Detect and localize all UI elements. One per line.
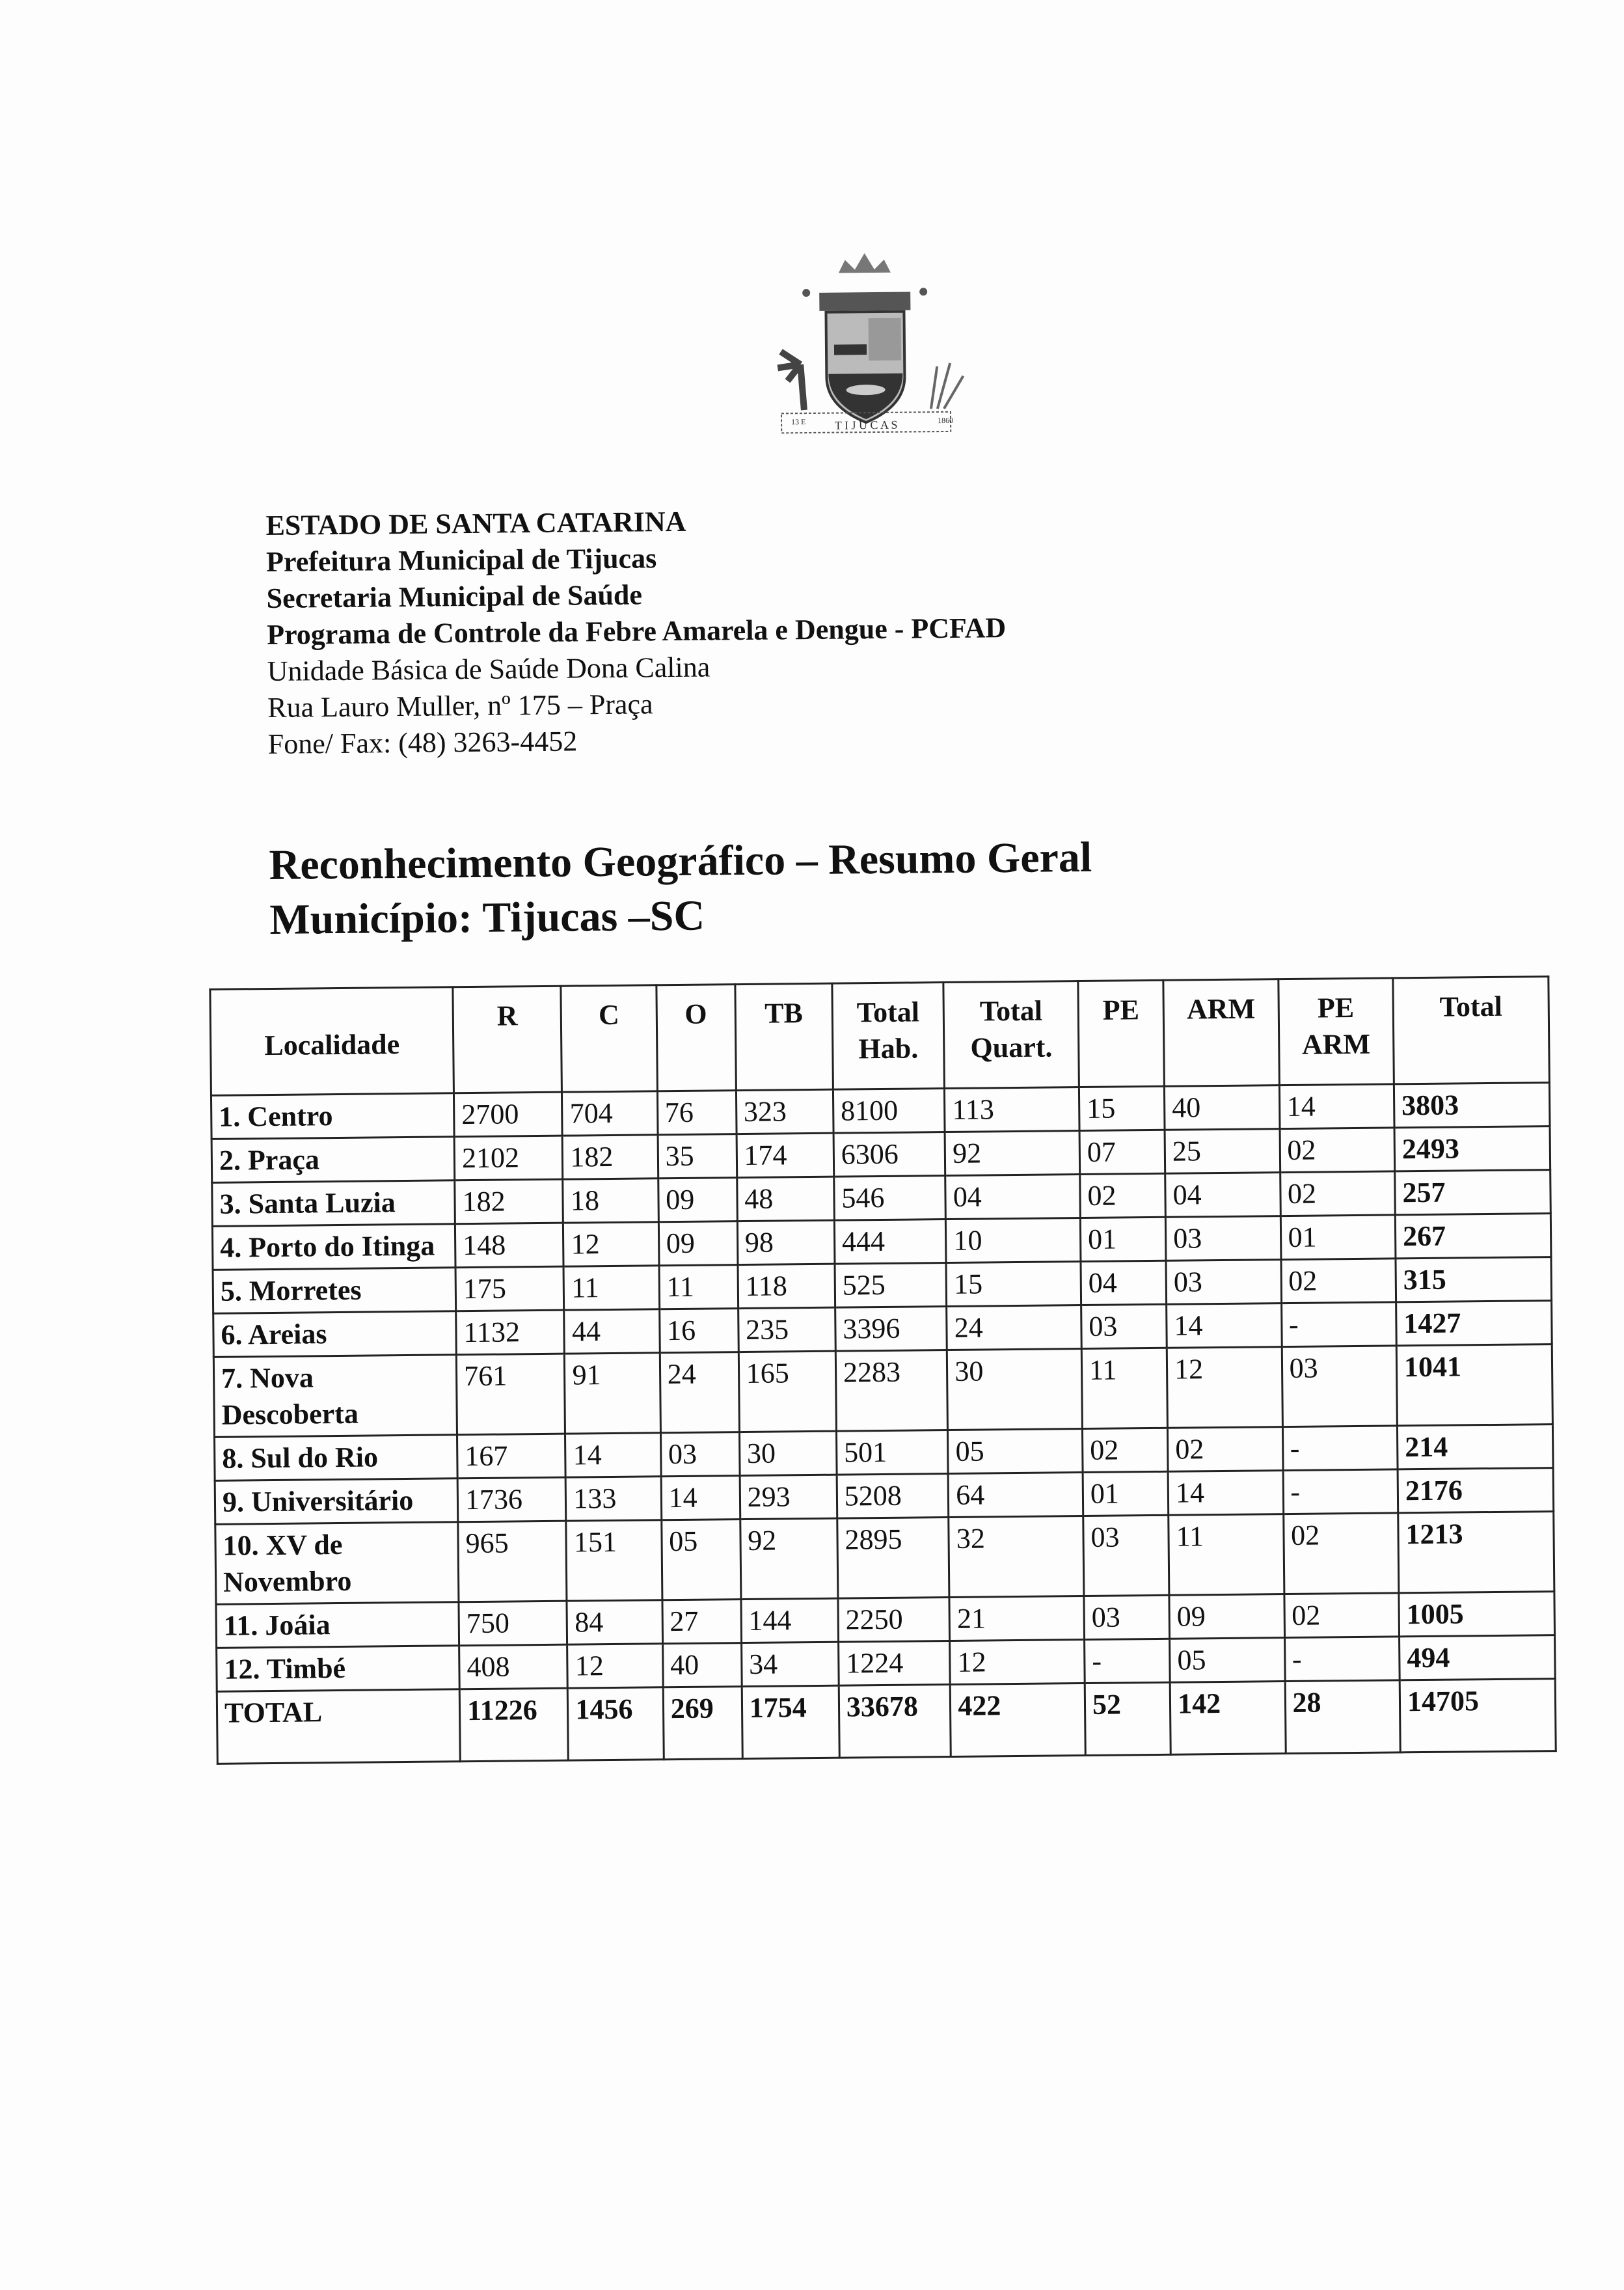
cell-pe-arm: -	[1283, 1469, 1398, 1514]
cell-arm: 14	[1167, 1303, 1282, 1348]
table-header-row	[210, 977, 1549, 1096]
cell-total: 2176	[1398, 1468, 1554, 1513]
svg-text:1860: 1860	[937, 415, 954, 426]
cell-c: 18	[563, 1179, 658, 1223]
cell-total-quart: 15	[946, 1262, 1081, 1307]
header-phone: Fone/ Fax: (48) 3263-4452	[267, 725, 578, 761]
cell-tb: 174	[737, 1133, 834, 1177]
total-cell-pe: 52	[1085, 1682, 1171, 1755]
cell-c: 44	[564, 1309, 660, 1354]
cell-pe: 01	[1083, 1471, 1169, 1516]
cell-tb: 235	[738, 1307, 835, 1352]
cell-total-hab: 501	[836, 1430, 948, 1475]
cell-total-hab: 8100	[833, 1089, 945, 1134]
institution-header	[265, 500, 1007, 763]
svg-text:T I J U C A S: T I J U C A S	[834, 418, 898, 432]
cell-total-hab: 2250	[838, 1598, 950, 1643]
cell-tb: 98	[737, 1220, 835, 1264]
cell-r: 750	[459, 1601, 567, 1646]
summary-table	[209, 975, 1556, 1765]
cell-r: 761	[456, 1354, 565, 1435]
cell-total: 2493	[1394, 1126, 1550, 1171]
cell-localidade: 5. Morretes	[213, 1268, 456, 1314]
table-total-row	[217, 1679, 1556, 1764]
cell-c: 11	[563, 1266, 659, 1310]
cell-total: 1041	[1396, 1344, 1552, 1426]
cell-total: 257	[1395, 1170, 1551, 1215]
cell-arm: 09	[1169, 1594, 1284, 1639]
cell-localidade: 8. Sul do Rio	[215, 1435, 458, 1481]
header-programa: Programa de Controle da Febre Amarela e Dengue - PCFAD	[266, 612, 1007, 651]
cell-c: 84	[567, 1600, 662, 1644]
cell-tb: 165	[738, 1351, 836, 1432]
header-unidade: Unidade Básica de Saúde Dona Calina	[267, 651, 710, 688]
cell-localidade: 6. Areias	[213, 1311, 457, 1357]
col-header-r: R	[453, 986, 562, 1093]
cell-arm: 40	[1164, 1085, 1279, 1130]
cell-total-quart: 21	[949, 1596, 1084, 1641]
cell-total: 214	[1397, 1424, 1553, 1469]
cell-arm: 03	[1165, 1216, 1280, 1261]
cell-total-hab: 1224	[838, 1641, 950, 1686]
cell-pe: 02	[1082, 1428, 1168, 1472]
cell-tb: 144	[741, 1598, 839, 1643]
col-header-pe: PE	[1078, 980, 1165, 1087]
cell-pe-arm: 02	[1283, 1513, 1399, 1594]
cell-r: 175	[455, 1266, 564, 1311]
cell-total-hab: 525	[835, 1263, 947, 1308]
cell-pe-arm: 03	[1282, 1346, 1398, 1427]
header-prefeitura: Prefeitura Municipal de Tijucas	[265, 542, 657, 579]
cell-localidade: 12. Timbé	[217, 1646, 460, 1692]
cell-total: 1005	[1399, 1592, 1555, 1637]
header-secretaria: Secretaria Municipal de Saúde	[266, 579, 643, 615]
col-header-pe-arm: PE ARM	[1278, 978, 1394, 1085]
total-cell-pe-arm: 28	[1285, 1680, 1401, 1754]
cell-arm: 04	[1165, 1173, 1280, 1218]
header-state: ESTADO DE SANTA CATARINA	[265, 505, 686, 542]
cell-total-quart: 24	[947, 1305, 1081, 1350]
cell-pe: 04	[1081, 1261, 1167, 1305]
title-municipio: Município: Tijucas –SC	[269, 892, 705, 944]
cell-localidade: 11. Joáia	[216, 1602, 459, 1648]
cell-total-quart: 04	[945, 1175, 1080, 1220]
cell-pe-arm: -	[1284, 1637, 1400, 1682]
cell-r: 167	[457, 1434, 566, 1479]
cell-localidade: 7. Nova Descoberta	[213, 1355, 457, 1438]
cell-o: 35	[658, 1134, 737, 1179]
cell-tb: 323	[736, 1089, 833, 1134]
cell-c: 91	[565, 1353, 660, 1434]
cell-localidade: 1. Centro	[211, 1093, 454, 1139]
cell-r: 408	[459, 1644, 568, 1689]
total-cell-total: 14705	[1400, 1679, 1556, 1752]
cell-pe-arm: -	[1282, 1426, 1398, 1471]
col-header-total-quart: Total Quart.	[943, 981, 1079, 1089]
cell-pe-arm: 14	[1279, 1084, 1394, 1129]
col-header-o: O	[656, 985, 737, 1091]
cell-o: 40	[662, 1643, 742, 1687]
cell-pe: 02	[1080, 1173, 1166, 1218]
cell-total: 267	[1395, 1214, 1551, 1259]
cell-total-hab: 2895	[837, 1518, 950, 1599]
total-cell-total-hab: 33678	[839, 1685, 951, 1758]
total-cell-o: 269	[663, 1687, 742, 1760]
cell-pe-arm: 02	[1280, 1171, 1395, 1216]
cell-total-quart: 113	[945, 1087, 1079, 1132]
cell-tb: 34	[741, 1642, 839, 1686]
cell-pe: 01	[1080, 1217, 1166, 1261]
cell-c: 704	[562, 1091, 658, 1136]
cell-total-quart: 30	[947, 1349, 1083, 1430]
cell-o: 76	[657, 1091, 737, 1135]
cell-o: 09	[658, 1178, 737, 1222]
cell-arm: 03	[1166, 1260, 1281, 1305]
cell-localidade: 9. Universitário	[215, 1479, 458, 1525]
cell-total: 1213	[1398, 1512, 1554, 1593]
cell-o: 11	[659, 1265, 738, 1309]
col-header-total-hab: Total Hab.	[832, 983, 945, 1090]
cell-total-hab: 546	[834, 1176, 946, 1221]
cell-o: 03	[660, 1432, 740, 1477]
total-cell-tb: 1754	[742, 1685, 839, 1758]
cell-o: 27	[662, 1600, 742, 1644]
col-header-localidade: Localidade	[210, 987, 454, 1096]
cell-o: 24	[660, 1352, 739, 1433]
cell-total: 3803	[1394, 1083, 1550, 1128]
cell-localidade: 4. Porto do Itinga	[212, 1224, 455, 1270]
col-header-c: C	[561, 985, 657, 1092]
cell-total-hab: 3396	[835, 1307, 947, 1352]
svg-text:13 E: 13 E	[791, 417, 806, 427]
cell-tb: 118	[738, 1264, 835, 1308]
cell-c: 14	[565, 1433, 661, 1477]
cell-c: 151	[566, 1520, 662, 1601]
cell-localidade: 10. XV de Novembro	[215, 1522, 459, 1605]
total-cell-localidade: TOTAL	[217, 1689, 460, 1764]
cell-total-hab: 444	[834, 1220, 946, 1264]
cell-r: 2700	[454, 1092, 563, 1137]
cell-pe-arm: 02	[1280, 1128, 1395, 1173]
cell-o: 14	[661, 1476, 740, 1520]
cell-c: 12	[563, 1222, 659, 1266]
cell-r: 148	[455, 1223, 563, 1268]
cell-total-hab: 5208	[837, 1474, 949, 1519]
cell-arm: 12	[1167, 1347, 1282, 1428]
title-main: Reconhecimento Geográfico – Resumo Geral	[269, 833, 1092, 889]
cell-localidade: 2. Praça	[211, 1137, 455, 1183]
cell-arm: 11	[1169, 1514, 1284, 1596]
cell-r: 2102	[454, 1136, 563, 1180]
total-cell-r: 11226	[459, 1688, 568, 1762]
cell-pe: 03	[1084, 1595, 1170, 1639]
cell-tb: 30	[739, 1431, 837, 1475]
cell-total-quart: 92	[945, 1131, 1079, 1176]
cell-pe-arm: -	[1281, 1302, 1396, 1347]
cell-c: 182	[563, 1135, 658, 1179]
cell-arm: 05	[1170, 1638, 1285, 1683]
cell-tb: 92	[740, 1518, 837, 1599]
cell-tb: 293	[740, 1475, 837, 1519]
cell-c: 12	[567, 1644, 663, 1688]
cell-tb: 48	[737, 1177, 834, 1221]
cell-total-quart: 12	[950, 1640, 1085, 1685]
cell-r: 1736	[457, 1477, 566, 1522]
col-header-total: Total	[1393, 977, 1550, 1084]
cell-o: 09	[658, 1221, 738, 1266]
col-header-arm: ARM	[1163, 979, 1279, 1087]
cell-o: 05	[661, 1520, 740, 1600]
cell-pe-arm: 01	[1280, 1215, 1396, 1260]
cell-total-quart: 32	[949, 1516, 1084, 1598]
document-title	[269, 830, 1092, 947]
cell-total: 1427	[1396, 1301, 1552, 1346]
header-address: Rua Lauro Muller, nº 175 – Praça	[267, 688, 653, 724]
table-row	[215, 1512, 1554, 1605]
total-cell-arm: 142	[1170, 1682, 1286, 1755]
cell-pe: 07	[1079, 1130, 1165, 1174]
cell-arm: 25	[1165, 1129, 1280, 1174]
col-header-tb: TB	[735, 983, 833, 1090]
total-cell-c: 1456	[568, 1687, 664, 1760]
coat-of-arms-icon	[741, 245, 990, 443]
cell-total-quart: 10	[946, 1218, 1081, 1263]
cell-r: 1132	[456, 1310, 565, 1355]
cell-pe-arm: 02	[1284, 1593, 1399, 1638]
cell-c: 133	[566, 1477, 662, 1521]
cell-total-quart: 64	[948, 1473, 1083, 1518]
cell-total-hab: 2283	[835, 1350, 948, 1432]
cell-pe: 03	[1081, 1304, 1167, 1348]
table-row	[213, 1344, 1552, 1438]
cell-total-hab: 6306	[833, 1132, 945, 1177]
total-cell-total-quart: 422	[950, 1683, 1085, 1757]
cell-total: 494	[1400, 1635, 1556, 1680]
cell-r: 965	[458, 1521, 567, 1602]
cell-pe: -	[1085, 1639, 1171, 1683]
cell-pe: 15	[1079, 1086, 1165, 1130]
cell-pe-arm: 02	[1280, 1259, 1396, 1303]
cell-arm: 14	[1168, 1471, 1283, 1516]
cell-arm: 02	[1168, 1427, 1283, 1472]
cell-localidade: 3. Santa Luzia	[212, 1180, 455, 1227]
cell-total: 315	[1396, 1257, 1552, 1302]
cell-r: 182	[455, 1179, 563, 1224]
cell-pe: 11	[1081, 1348, 1167, 1428]
cell-o: 16	[659, 1309, 738, 1353]
cell-total-quart: 05	[948, 1429, 1083, 1474]
cell-pe: 03	[1083, 1515, 1169, 1596]
